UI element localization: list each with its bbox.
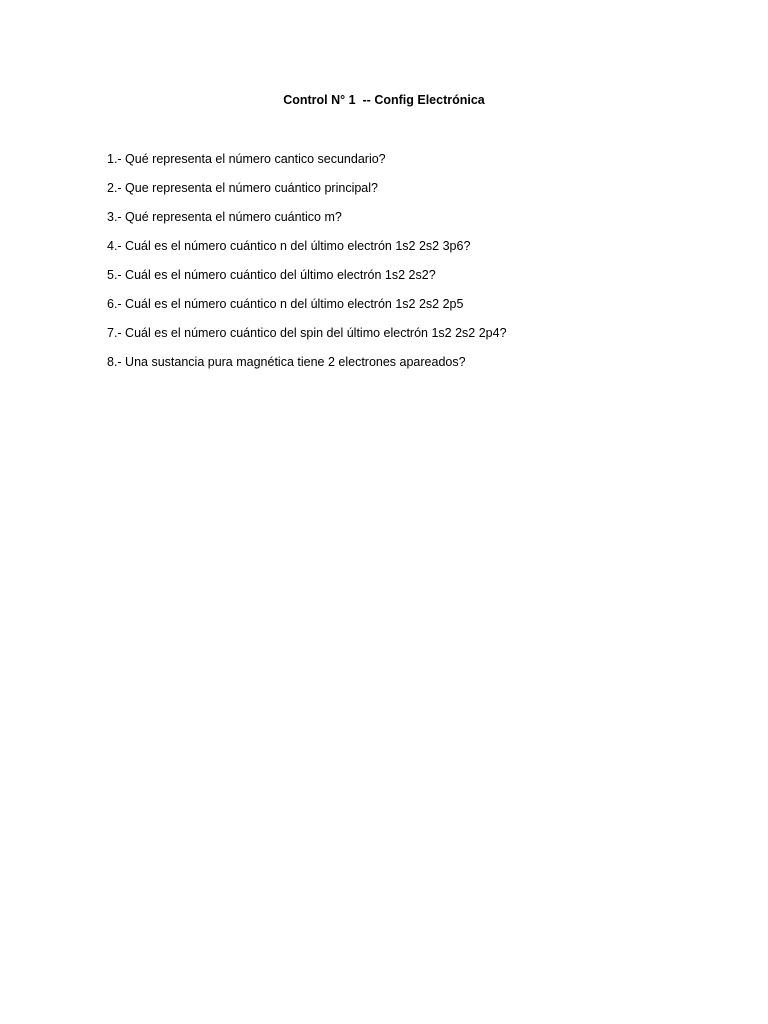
question-5: 5.- Cuál es el número cuántico del último electrón 1s2 2s2?: [107, 268, 436, 282]
question-6: 6.- Cuál es el número cuántico n del último electrón 1s2 2s2 2p5: [107, 297, 464, 311]
question-7: 7.- Cuál es el número cuántico del spin del último electrón 1s2 2s2 2p4?: [107, 326, 507, 340]
document-title: Control N° 1 -- Config Electrónica: [283, 93, 485, 107]
question-list: [107, 150, 507, 382]
question-4: 4.- Cuál es el número cuántico n del último electrón 1s2 2s2 3p6?: [107, 239, 471, 253]
question-2: 2.- Que representa el número cuántico principal?: [107, 181, 378, 195]
question-3: 3.- Qué representa el número cuántico m?: [107, 210, 342, 224]
question-8: 8.- Una sustancia pura magnética tiene 2 electrones apareados?: [107, 355, 466, 369]
question-1: 1.- Qué representa el número cantico secundario?: [107, 152, 386, 166]
